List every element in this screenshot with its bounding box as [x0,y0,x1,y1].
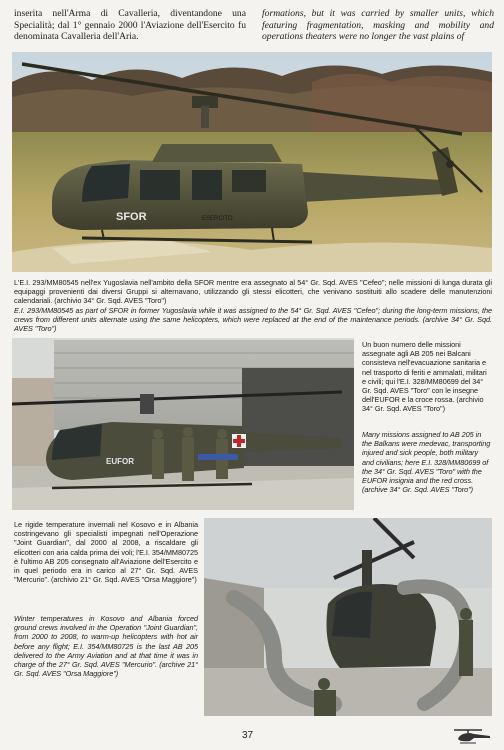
photo-eufor-medevac [12,338,354,510]
helicopter-logo-icon [452,727,492,745]
caption-photo2-italian: Un buon numero delle missioni assegnate agli AB 205 nei Balcani consisteva nell'evacuazione sanitaria e nel trasporto di feriti e ammalati, militari e civili; qui l'E.I. 328/MM80699 del 34° Gr. Sqd. AVES "Toro" con le insegne dell'EUFOR e la croce rossa. (archivio 34° Gr. Sqd. AVES "Toro") [362,340,487,414]
caption-photo2-english: Many missions assigned to AB 205 in the Balkans were medevac, transporting injured and sick people, both military and civilians; here E.I. 328/MM80699 of the 34° Gr. Sqd. AVES "Toro" with the EUFOR insignia and the red cross. (archive 34° Gr. Sqd. AVES "Toro") [362,430,491,495]
body-text-italian: inserita nell'Arma di Cavalleria, diventandone una Specialità; dal 1° gennaio 2000 l'Aviazione dell'Esercito fu denominata Cavalleria dell'Aria. [14,8,246,43]
caption-photo3-italian: Le rigide temperature invernali nel Kosovo e in Albania costringevano gli specialisti impegnati nell'Operazione "Joint Guardian", dal 2000 al 2008, a riscaldare gli elicotteri con aria calda prima dei voli; l'E.I. 354/MM80725 è l'ultimo AB 205 consegnato all'Aviazione dell'Esercito e in quel periodo era in carico al 27° Gr. Sqd. AVES "Mercurio". (archivio 21° Gr. Sqd. AVES "Orsa Maggiore") [14,520,198,585]
caption-photo3-english: Winter temperatures in Kosovo and Albania forced ground crews involved in the Operation "Joint Guardian", from 2000 to 2008, to warm-up helicopters with hot air before any flight; E.I. 354/MM80725 is the last AB 205 delivered to the Army Aviation and at that time it was in charge of the 27° Gr. Sqd. AVES "Mercurio". (archive 21° Gr. Sqd. AVES "Orsa Maggiore") [14,614,198,679]
body-text-english: formations, but it was carried by smaller units, which featuring fragmentation, masking and mobility and operations theaters were no longer the vast plains of [262,8,494,43]
caption-photo1-english: E.I. 293/MM80545 as part of SFOR in former Yugoslavia while it was assigned to the 54° Gr. Sqd. AVES "Cefeo"; during the long-term missions, the crews from different units alternate using the same helicopters, which were replaced at the end of the maintenance periods. (archive 34° Gr. Sqd. AVES "Toro") [14,306,492,334]
photo-winter-warmup [204,518,492,716]
esercito-marking: ESERCITO [202,216,233,222]
sfor-marking: SFOR [116,211,147,223]
photo-sfor-helicopter [12,52,492,272]
caption-photo1-italian: L'E.I. 293/MM80545 nell'ex Yugoslavia nell'ambito della SFOR mentre era assegnato al 54° Gr. Sqd. AVES "Cefeo"; nelle missioni di lunga durata gli equipaggi provenienti dai diversi Gruppi si alternavano, utilizzando gli stessi elicotteri, che venivano sostituiti allo scadere delle manutenzioni calendariali. (archivio 34° Gr. Sqd. AVES "Toro") [14,278,492,306]
page-number: 37 [242,730,254,741]
eufor-marking: EUFOR [106,457,134,466]
